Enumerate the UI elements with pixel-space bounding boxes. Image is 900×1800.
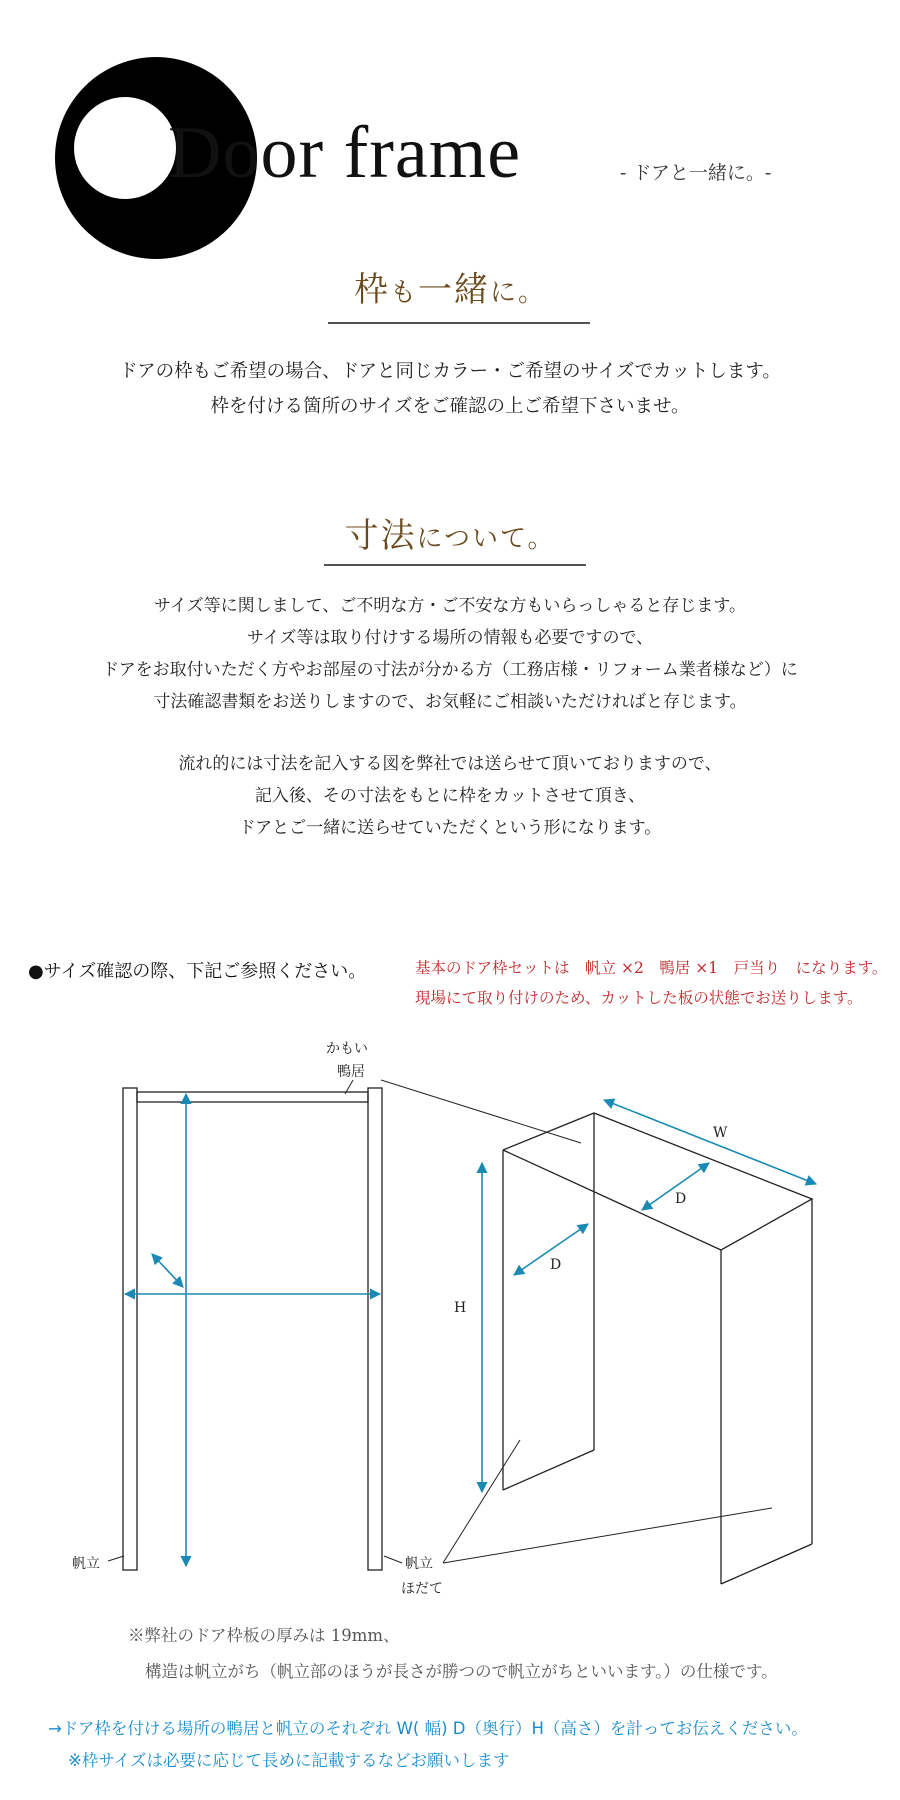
w-arrow <box>604 1100 816 1184</box>
page-subtitle: - ドアと一緒に。- <box>620 162 772 184</box>
heading-text: 寸法 <box>344 516 417 556</box>
hotate-right-leader <box>384 1556 402 1563</box>
dimensions-line: サイズ等に関しまして、ご不明な方・ご不安な方もいらっしゃると存じます。 <box>154 596 746 616</box>
left-panel-bottom <box>503 1450 594 1490</box>
frame-set-line: 基本のドア枠セットは 帆立 ×2 鴨居 ×1 戸当り になります。 <box>415 959 888 977</box>
hotate-reading-label: ほだて <box>401 1581 443 1597</box>
heading-text-small: について。 <box>416 524 556 554</box>
frame-set-note <box>415 953 887 1013</box>
dimensions-line: サイズ等は取り付けする場所の情報も必要ですので、 <box>246 628 654 648</box>
frame-set-line: 現場にて取り付けのため、カットした板の状態でお送りします。 <box>415 989 863 1007</box>
page-title: Door frame <box>168 112 522 194</box>
hotate-left-leader <box>108 1556 124 1561</box>
door-frame-diagram <box>0 1020 900 1600</box>
right-hotate-board <box>368 1088 382 1570</box>
instruction-line: →ドア枠を付ける場所の鴨居と帆立のそれぞれ W( 幅) D（奥行）H（高さ）を計ってお伝えください。 <box>48 1719 808 1738</box>
heading-underline <box>324 564 586 566</box>
heading-text-small: に。 <box>490 278 547 308</box>
d-label-top: D <box>675 1191 687 1207</box>
intro-paragraph <box>0 354 900 424</box>
intro-line: 枠を付ける箇所のサイズをご確認の上ご希望下さいませ。 <box>210 396 690 417</box>
dimensions-line: ドアをお取付いただく方やお部屋の寸法が分かる方（工務店様・リフォーム業者様など）に <box>102 660 798 680</box>
kamoi-label: 鴨居 <box>337 1064 365 1080</box>
section-heading-frame <box>0 262 900 311</box>
heading-text: 一緒 <box>418 270 490 310</box>
kamoi-pointer-line <box>381 1080 581 1143</box>
heading-underline <box>328 322 590 324</box>
dimensions-line: ドアとご一緒に送らせていただくという形になります。 <box>238 818 662 838</box>
heading-text: 枠 <box>353 270 390 310</box>
kamoi-board <box>137 1092 368 1102</box>
instruction-line: ※枠サイズは必要に応じて長めに記載するなどお願いします <box>68 1751 510 1770</box>
perspective-arrows <box>482 1100 816 1492</box>
hotate-right-label: 帆立 <box>405 1556 433 1572</box>
hotate-left-label: 帆立 <box>72 1556 100 1572</box>
thickness-note <box>128 1618 778 1690</box>
left-hotate-board <box>123 1088 137 1570</box>
measurement-instructions <box>48 1713 808 1777</box>
d-label-side: D <box>550 1257 562 1273</box>
hotate-pointer-line-a <box>443 1508 772 1563</box>
right-panel-bottom <box>721 1544 812 1584</box>
size-check-note: ●サイズ確認の際、下記ご参照ください。 <box>28 961 367 982</box>
depth-arrow <box>152 1254 183 1287</box>
intro-line: ドアの枠もご希望の場合、ドアと同じカラー・ご希望のサイズでカットします。 <box>119 361 781 382</box>
dimensions-paragraph <box>0 590 900 844</box>
thickness-line: 構造は帆立がち（帆立部のほうが長さが勝つので帆立がちといいます。）の仕様です。 <box>145 1662 778 1681</box>
leader-lines <box>108 1080 772 1563</box>
paragraph-gap <box>0 718 900 748</box>
perspective-frame <box>503 1113 812 1584</box>
dimensions-line: 寸法確認書類をお送りしますので、お気軽にご相談いただければと存じます。 <box>153 692 747 712</box>
dimensions-line: 記入後、その寸法をもとに枠をカットさせて頂き、 <box>254 786 646 806</box>
dimensions-line: 流れ的には寸法を記入する図を弊社では送らせて頂いておりますので、 <box>178 754 722 774</box>
w-label: W <box>713 1125 728 1141</box>
front-view-frame <box>123 1088 382 1570</box>
section-heading-dimensions <box>0 508 900 557</box>
logo-inner-circle <box>74 97 176 199</box>
h-label: H <box>454 1300 467 1316</box>
thickness-line: ※弊社のドア枠板の厚みは 19mm、 <box>128 1626 400 1645</box>
front-view-arrows <box>125 1094 380 1566</box>
heading-text-small: も <box>389 278 418 308</box>
kamoi-reading-label: かもい <box>326 1041 368 1057</box>
